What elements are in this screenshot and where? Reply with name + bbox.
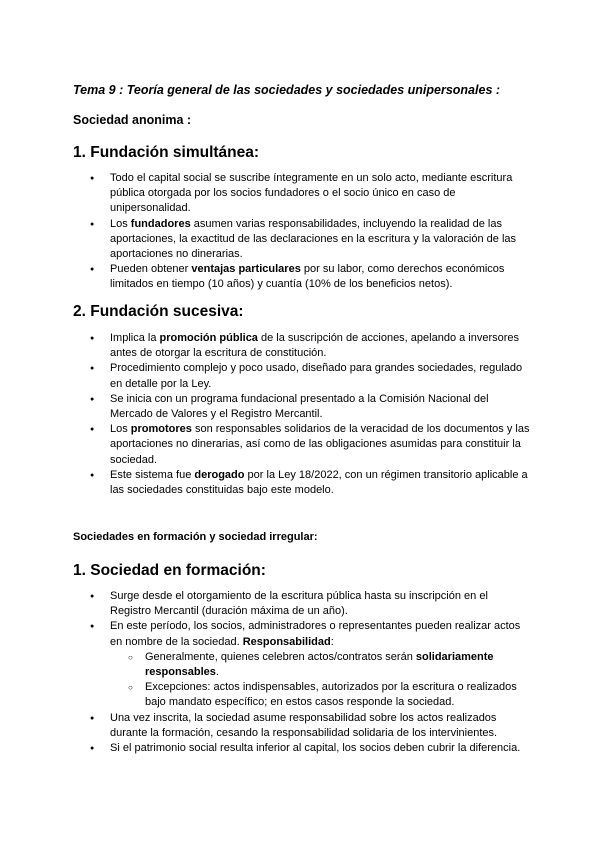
list-item: ● Una vez inscrita, la sociedad asume responsabilidad sobre los actos realizados durante la formación, cesando la responsabilidad solidaria de los intervinientes. <box>90 711 530 741</box>
sublist-responsabilidad <box>110 650 530 711</box>
topic-title: Tema 9 : Teoría general de las sociedades y sociedades unipersonales : <box>73 83 501 97</box>
sublist-item: ○ Generalmente, quienes celebren actos/contratos serán solidariamente responsables. <box>128 650 530 680</box>
list-item: ● Surge desde el otorgamiento de la escritura pública hasta su inscripción en el Registro Mercantil (duración máxima de un año). <box>90 589 530 619</box>
list-fundacion-simultanea <box>90 171 530 293</box>
list-item: ● Todo el capital social se suscribe íntegramente en un solo acto, mediante escritura pública otorgada por los socios fundadores o el socio único en caso de unipersonalidad. <box>90 171 530 217</box>
list-fundacion-sucesiva <box>90 331 530 498</box>
list-item: ● Si el patrimonio social resulta inferior al capital, los socios deben cubrir la diferencia. <box>90 741 530 756</box>
list-item: ● Pueden obtener ventajas particulares por su labor, como derechos económicos limitados en tiempo (10 años) y cuantía (10% de los beneficios netos). <box>90 262 530 292</box>
heading-sociedad-en-formacion: 1. Sociedad en formación: <box>73 562 266 579</box>
list-item: ● En este período, los socios, administradores o representantes pueden realizar actos en nombre de la sociedad. Responsabilidad: ○ Generalmente, quienes celebren actos/contratos serán solidariamente responsables. ○ Excepciones: actos indispensables, autorizados por la escritura o realizados bajo mandato específico; en estos casos responde la sociedad. <box>90 619 530 710</box>
heading-fundacion-simultanea: 1. Fundación simultánea: <box>73 144 260 161</box>
list-item: ● Implica la promoción pública de la suscripción de acciones, apelando a inversores antes de otorgar la escritura de constitución. <box>90 331 530 361</box>
section-title-sociedad-anonima: Sociedad anonima : <box>73 113 192 127</box>
list-item: ● Este sistema fue derogado por la Ley 18/2022, con un régimen transitorio aplicable a las sociedades constituidas bajo este modelo. <box>90 468 530 498</box>
list-item: ● Procedimiento complejo y poco usado, diseñado para grandes sociedades, regulado en detalle por la Ley. <box>90 361 530 391</box>
list-item: ● Los promotores son responsables solidarios de la veracidad de los documentos y las aportaciones no dinerarias, así como de las obligaciones asumidas para constituir la sociedad. <box>90 422 530 468</box>
sublist-item: ○ Excepciones: actos indispensables, autorizados por la escritura o realizados bajo mandato específico; en estos casos responde la sociedad. <box>128 680 530 710</box>
list-item: ● Se inicia con un programa fundacional presentado a la Comisión Nacional del Mercado de Valores y el Registro Mercantil. <box>90 392 530 422</box>
heading-fundacion-sucesiva: 2. Fundación sucesiva: <box>73 303 244 320</box>
list-item: ● Los fundadores asumen varias responsabilidades, incluyendo la realidad de las aportaciones, la exactitud de las declaraciones en la escritura y la valoración de las aportaciones no dinerarias. <box>90 217 530 263</box>
section-title-sociedades-formacion: Sociedades en formación y sociedad irregular: <box>73 531 318 543</box>
list-sociedad-en-formacion <box>90 589 530 756</box>
